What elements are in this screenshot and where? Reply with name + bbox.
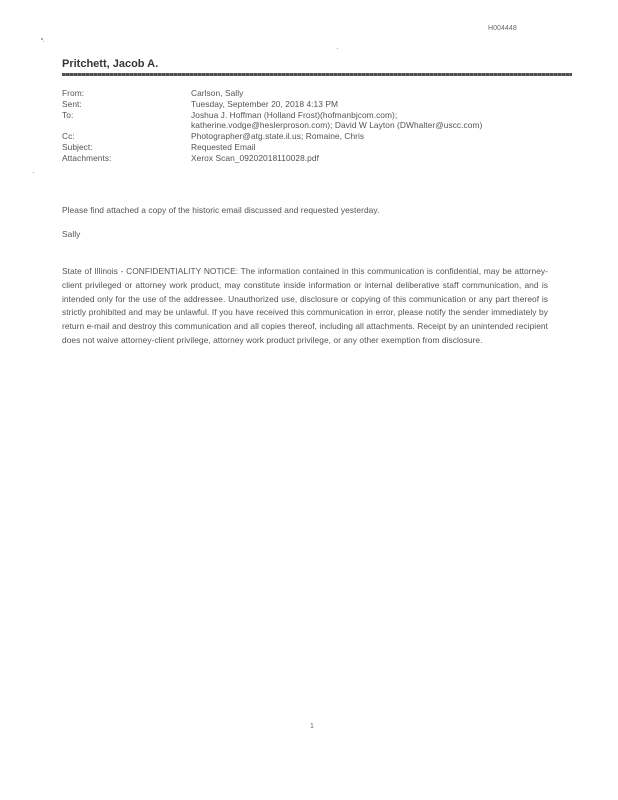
scan-speck — [43, 41, 44, 42]
header-value: Photographer@atg.state.il.us; Romaine, Chris — [191, 131, 365, 142]
confidentiality-notice: State of Illinois - CONFIDENTIALITY NOTICE: The information contained in this communication is confidential, may be attorney-client privileged or attorney work product, may constitute inside information or internal deliberative staff communication, and is intended only for the use of the addressee. Unauthorized use, disclosure or copying of this communication or any part thereof is strictly prohibited and may be unlawful. If you have received this communication in error, please notify the sender immediately by return e-mail and destroy this communication and all copies thereof, including all attachments. Receipt by an unintended recipient does not waive attorney-client privilege, attorney work product privilege, or any other exemption from disclosure. — [62, 266, 548, 345]
scan-speck — [41, 38, 43, 40]
page-number: 1 — [310, 723, 314, 730]
message-body: Please find attached a copy of the historic email discussed and requested yesterday. — [62, 205, 380, 215]
header-row-from — [62, 88, 572, 99]
header-value: Tuesday, September 20, 2018 4:13 PM — [191, 98, 339, 109]
header-row-sent — [62, 99, 572, 110]
email-header-block — [62, 88, 572, 164]
header-label: Cc: — [62, 131, 75, 142]
header-row-subject — [62, 142, 572, 153]
header-row-cc — [62, 131, 572, 142]
header-value: Joshua J. Hoffman (Holland Frost)(hofmanbjcom.com); — [191, 109, 398, 120]
attachment-filename: Xerox Scan_09202018110028.pdf — [191, 152, 319, 163]
header-divider — [62, 73, 572, 76]
sender-name: Pritchett, Jacob A. — [62, 58, 159, 70]
header-row-to-continued — [62, 120, 572, 131]
header-value: katherine.vodge@heslerproson.com); David W Layton (DWhalter@uscc.com) — [191, 120, 483, 131]
header-value: Carlson, Sally — [191, 88, 244, 98]
header-label: Attachments: — [62, 152, 112, 163]
header-label: From: — [62, 88, 85, 98]
message-signature: Sally — [62, 229, 81, 239]
header-label: Sent: — [62, 98, 82, 109]
header-label: To: — [62, 109, 74, 120]
bates-number: H004448 — [488, 25, 517, 32]
header-value: Requested Email — [191, 141, 256, 152]
scan-speck — [337, 48, 338, 49]
header-label: Subject: — [62, 141, 93, 152]
header-row-to — [62, 110, 572, 121]
scan-speck — [33, 172, 34, 173]
header-row-attachments — [62, 153, 572, 164]
